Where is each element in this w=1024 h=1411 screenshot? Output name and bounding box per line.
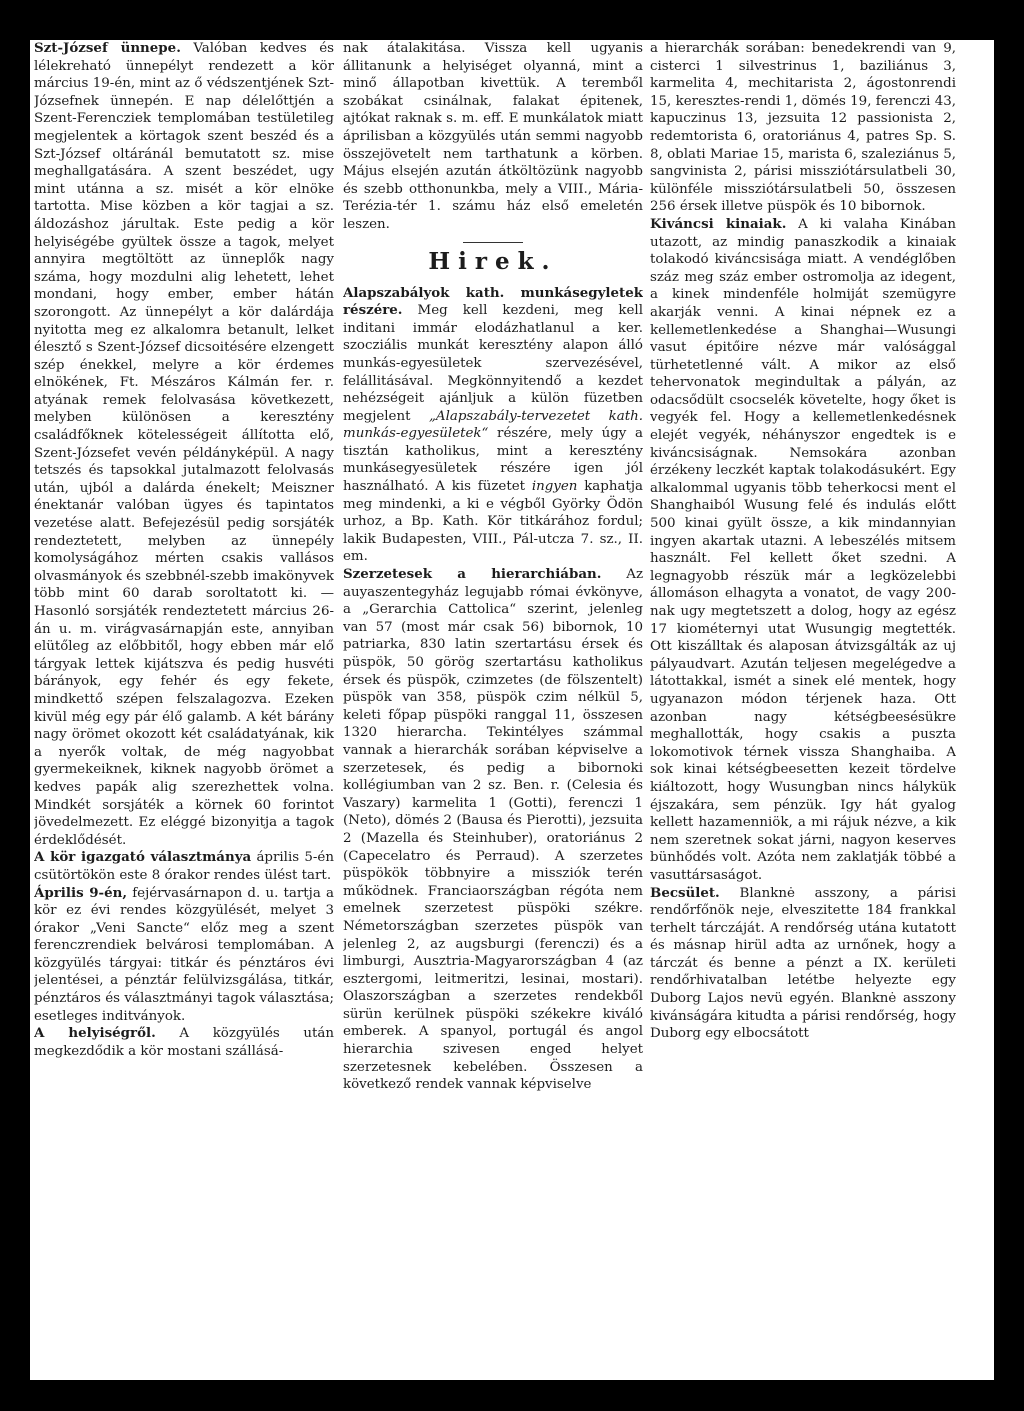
- article-lead: Április 9-én,: [34, 884, 128, 901]
- article-text: nak átalakitása. Vissza kell ugyanis állitanunk a helyiséget olyanná, mint a minő állapotban kivettük. A teremből szobákat csinálnak, falakat épitenek, ajtókat raknak s. m. eff. E munkálatok miatt áprilisban a közgyülés után semmi nagyobb összejövetelt nem tarthatunk a körben. Május elsején azután átköltözünk nagyobb és szebb otthonunkba, mely a VIII., Mária-Terézia-tér 1. számu ház első emeletén leszen.: [343, 41, 643, 232]
- article-lead: Szerzetesek a hierarchiában.: [343, 566, 602, 583]
- article-text: Az auyaszentegyház legujabb római évkönyve, a „Gerarchia Cattolica“ szerint, jelenleg van 57 (most már csak 56) bibornok, 10 patriarka, 830 latin szertartásu érsek és püspök, 50 görög szertartásu katholikus érsek és püspök, czimzetes (de fölszentelt) püspök van 358, püspök czim nélkül 5, keleti főpap püspöki ranggal 11, összesen 1320 hierarcha. Tekintélyes számmal vannak a hierarchák sorában képviselve a szerzetesek, és pedig a bibornoki kollégiumban van 2 sz. Ben. r. (Celesia és Vaszary) karmelita 1 (Gotti), ferenczi 1 (Neto), dömés 2 (Bausa és Pierotti), jezsuita 2 (Mazella és Steinhuber), oratoriánus 2 (Capecelatro és Perraud). A szerzetes püspökök többnyire a missziók terén működnek. Franciaországban régóta nem emelnek szerzetest püspöki székre. Németországban szerzetes püspök van jelenleg 2, az augsburgi (ferenczi) és a limburgi, Ausztria-Magyarországban 4 (az esztergomi, leitmeritzi, lesinai, mostari). Olaszországban a szerzetes rendekből sürün kerülnek püspöki székekre kiváló emberek. A spanyol, portugál és angol hierarchia szivesen enged helyet szerzetesnek kebelében. Összesen a következő rendek vannak képviselve: [343, 567, 643, 1093]
- article-continuation: [343, 40, 643, 234]
- article-lead: Szt-József ünnepe.: [34, 40, 181, 56]
- article-igazgato-valasztmany: [34, 849, 334, 884]
- article-text: április 5-én csütörtökön este 8 órakor rendes ülést tart.: [34, 850, 334, 883]
- article-lead: A helyiségről.: [34, 1025, 156, 1042]
- article-text: Blanknė asszony, a párisi rendőrfőnök neje, elveszitette 184 frankkal terhelt tárczáját. A rendőrség utána kutatott és másnap hirül adta az urnőnek, hogy a tárczát és benne a pénzt a IX. kerületi rendőrhivatalban letétbe helyezte egy Duborg Lajos nevü egyén. Blanknė asszony kivánságára kitudta a párisi rendőrség, hogy Duborg egy elbocsátott: [650, 885, 956, 1042]
- article-italic-word: ingyen: [531, 479, 578, 495]
- article-alapszabalyok: [343, 285, 643, 567]
- article-italic-title: „Alapszabály-tervezetet kath. munkás-egyesületek“: [343, 408, 643, 442]
- article-lead: A kör igazgató választmánya: [34, 849, 252, 866]
- article-szt-jozsef-unnepe: [34, 40, 334, 849]
- article-helyisegrol: [34, 1025, 334, 1060]
- article-szerzetesek: [343, 566, 643, 1094]
- article-text: Meg kell kezdeni, meg kell inditani immár elodázhatlanul a ker. szocziális munkát keresztény alapon álló munkás-egyesületek szervezésével, felállitásával. Megkönnyitendő a kezdet nehézségeit ajánljuk a külön füzetben megjelent: [343, 303, 643, 424]
- column-1: [34, 40, 334, 1360]
- article-text: részére, mely úgy a tisztán katholikus, mint a keresztény munkásegyesületek részére igen jól használható. A kis füzetet: [343, 426, 643, 495]
- article-becsulet: [650, 885, 956, 1043]
- article-text: a hierarchák sorában: benedekrendi van 9, cisterci 1 silvestrinus 1, baziliánus 3, karmelita 4, mechitarista 2, ágostonrendi 15, keresztes-rendi 1, dömés 19, ferenczi 43, kapuczinus 13, jezsuita 12 passionista 2, redemtorista 6, oratoriánus 4, patres Sp. S. 8, oblati Mariae 15, marista 6, szaleziánus 5, sangvinista 2, párisi missziótársulatbeli 30, különféle missziótársulatbeli 50, összesen 256 érsek illetve püspök és 10 bibornok.: [650, 41, 956, 215]
- section-heading-hirek: Hirek.: [428, 247, 558, 275]
- article-lead: Kiváncsi kinaiak.: [650, 215, 787, 232]
- column-3: [650, 40, 956, 1360]
- article-text: A ki valaha Kinában utazott, az mindig panaszkodik a kinaiak tolakodó kiváncsisága miatt. A vendéglőben száz meg száz ember ostromolja az idegent, a kinek mindenféle holmiját szemügyre akarják venni. A kinai népnek ez a kellemetlenkedése a Shanghai—Wusungi vasut épitőire nézve már valósággal türhetetlenné vált. A mikor az első tehervonatok megindultak a pályán, az odacsődült csocselék követelte, hogy őket is vegyék fel. Hogy a kellemetlenkedésnek elejét vegyék, néhányszor engedtek is e kiváncsiságnak. Nemsokára azonban érzékeny leczkét kaptak tolakodásukért. Egy alkalommal ugyanis több teherkocsi ment el Shanghaiból Wusung felé és indulás előtt 500 kinai gyült össze, a kik mindannyian ingyen akartak utazni. A lebeszélés mitsem használt. Fel kellett őket szedni. A legnagyobb részük már a legközelebbi állomáson elhagyta a vonatot, de vagy 200-nak ugy megtetszett a dolog, hogy az egész 17 kiométernyi utat Wusungig megtették. Ott kiszálltak és alaposan átvizsgálták az uj pályaudvart. Azután teljesen megelégedve a látottakkal, ismét a sinek elé mentek, hogy ugyanazon módon térjenek haza. Ott azonban nagy kétségbeesésükre meghallották, hogy csakis a puszta lokomotivok térnek vissza Shanghaiba. A sok kinai kétségbeesetten kezeit tördelve kiáltozott, hogy Wusungban nincs hálykük éjszakára, sem pénzük. Igy hát gyalog kellett hazamenniök, a mi rájuk nézve, a kik nem szeretnek sokat járni, nagyon keserves bünhődés volt. Azóta nem zaklatják többé a vasuttársaságot.: [650, 216, 956, 883]
- newspaper-page: [30, 40, 994, 1380]
- column-2: [343, 40, 643, 1360]
- article-hierarchak-continuation: [650, 40, 956, 216]
- article-kivancsi-kinaiak: [650, 216, 956, 885]
- article-text: fejérvasárnapon d. u. tartja a kör ez évi rendes közgyülését, melyet 3 órakor „Veni Sancte“ előz meg a szent ferenczrendiek belvárosi templomában. A közgyülés tárgyai: titkár és pénztáros évi jelentései, a pénztár felülvizsgálása, titkár, pénztáros és választmányi tagok választása; esetleges inditványok.: [34, 885, 334, 1024]
- article-lead: Becsület.: [650, 884, 720, 901]
- article-lead: Alapszabályok kath. munkásegyletek részére.: [343, 284, 643, 319]
- article-text: A közgyülés után megkezdődik a kör mostani szállásá-: [34, 1026, 334, 1059]
- article-aprilis-9: [34, 885, 334, 1026]
- article-text: Valóban kedves és lélekreható ünnepélyt rendezett a kör március 19-én, mint az ő védszentjének Szt-Józsefnek ünnepén. E nap délelőttjén a Szent-Ferencziek templomában testületileg megjelentek a körtagok szent beszéd és a Szt-József oltáránál bemutatott sz. mise meghallgatására. A szent beszédet, ugy mint utánna a sz. misét a kör elnöke tartotta. Mise közben a kör tagjai a sz. áldozáshoz járultak. Este pedig a kör helyiségébe gyültek össze a tagok, melyet annyira megtöltött az ünneplők nagy száma, hogy mozdulni alig lehetett, lehet mondani, hogy ember, ember hátán szorongott. Az ünnepélyt a kör dalárdája nyitotta meg ez alkalomra betanult, lelket élesztő s Szent-József dicsoitésére elzengett szép énekkel, melyre a kör érdemes elnökének, Ft. Mészáros Kálmán fer. r. atyának remek felolvasása következett, melyben különösen a keresztény családfőknek kötelességeit állította elő, Szent-Józsefet vevén példányképül. A nagy tetszés és tapsokkal jutalmazott felolvasás után, ujból a dalárda énekelt; Meiszner énektanár valóban ügyes és tapintatos vezetése alatt. Befejezésül pedig sorsjáték rendeztetett, melyben az ünnepély komolyságához mérten csakis vallásos olvasmányok és szebbnél-szebb imakönyvek több mint 60 darab soroltatott ki. — Hasonló sorsjáték rendeztetett március 26-án u. m. virágvasárnapján este, annyiban elütőleg az előbbitől, hogy ebben már elő tárgyak lettek kijátszva és pedig husvéti bárányok, egy fehér és egy fekete, mindkettő szépen felszalagozva. Ezeken kivül még egy pár élő galamb. A két bárány nagy örömet okozott két családatyának, kik a nyerők voltak, de még nagyobbat gyermekeiknek, kiknek nagyobb örömet a kedves papák alig szerezhettek volna. Mindkét sorsjáték a körnek 60 forintot jövedelmezett. Ez eléggé bizonyitja a tagok érdeklődését.: [34, 41, 334, 848]
- section-divider: [463, 242, 523, 243]
- article-text: kaphatja meg mindenki, a ki e végből Györky Ödön urhoz, a Bp. Kath. Kör titkárához fordul; lakik Budapesten, VIII., Pál-utcza 7. sz., II. em.: [343, 479, 643, 565]
